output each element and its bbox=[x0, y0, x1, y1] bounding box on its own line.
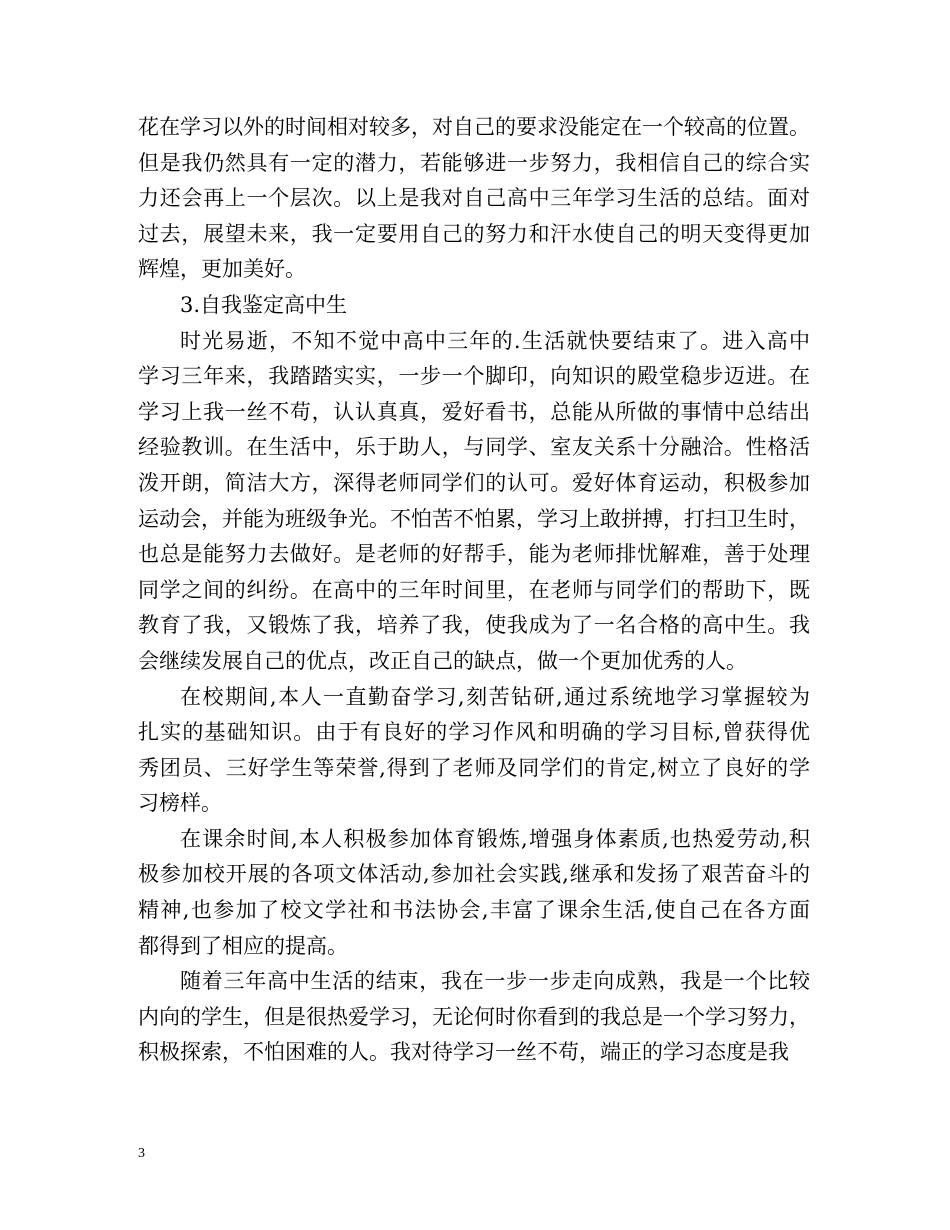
text-line: 精神,也参加了校文学社和书法协会,丰富了课余生活,使自己在各方面 bbox=[138, 898, 810, 923]
text-line: 3.自我鉴定高中生 bbox=[180, 292, 348, 317]
text-line: 扎实的基础知识。由于有良好的学习作风和明确的学习目标,曾获得优 bbox=[138, 720, 810, 745]
paragraph bbox=[138, 288, 810, 324]
text-line: 运动会，并能为班级争光。不怕苦不怕累，学习上敢拼搏，打扫卫生时， bbox=[138, 506, 810, 531]
paragraph bbox=[138, 110, 810, 288]
text-line: 辉煌，更加美好。 bbox=[138, 257, 306, 282]
paragraph bbox=[138, 964, 810, 1071]
paragraph bbox=[138, 324, 810, 680]
text-line: 力还会再上一个层次。以上是我对自己高中三年学习生活的总结。面对 bbox=[138, 186, 810, 211]
text-line: 习榜样。 bbox=[138, 791, 222, 816]
text-line: 学习上我一丝不苟，认认真真，爱好看书，总能从所做的事情中总结出 bbox=[138, 399, 810, 424]
text-line: 随着三年高中生活的结束，我在一步一步走向成熟，我是一个比较 bbox=[180, 969, 810, 994]
text-line: 泼开朗，简洁大方，深得老师同学们的认可。爱好体育运动，积极参加 bbox=[138, 470, 810, 495]
page-number: 3 bbox=[138, 1146, 145, 1161]
text-line: 在课余时间,本人积极参加体育锻炼,增强身体素质,也热爱劳动,积 bbox=[180, 826, 810, 851]
text-line: 极参加校开展的各项文体活动,参加社会实践,继承和发扬了艰苦奋斗的 bbox=[138, 862, 810, 887]
text-line: 时光易逝，不知不觉中高中三年的.生活就快要结束了。进入高中 bbox=[180, 328, 810, 353]
text-line: 在校期间,本人一直勤奋学习,刻苦钻研,通过系统地学习掌握较为 bbox=[180, 684, 810, 709]
text-line: 秀团员、三好学生等荣誉,得到了老师及同学们的肯定,树立了良好的学 bbox=[138, 755, 810, 780]
text-line: 经验教训。在生活中，乐于助人，与同学、室友关系十分融洽。性格活 bbox=[138, 435, 810, 460]
text-line: 都得到了相应的提高。 bbox=[138, 933, 348, 958]
text-line: 学习三年来，我踏踏实实，一步一个脚印，向知识的殿堂稳步迈进。在 bbox=[138, 364, 810, 389]
text-line: 积极探索，不怕困难的人。我对待学习一丝不苟，端正的学习态度是我 bbox=[138, 1040, 789, 1065]
text-line: 教育了我，又锻炼了我，培养了我，使我成为了一名合格的高中生。我 bbox=[138, 613, 810, 638]
text-line: 过去，展望未来，我一定要用自己的努力和汗水使自己的明天变得更加 bbox=[138, 221, 810, 246]
text-line: 会继续发展自己的优点，改正自己的缺点，做一个更加优秀的人。 bbox=[138, 648, 747, 673]
paragraph bbox=[138, 822, 810, 964]
text-line: 内向的学生，但是很热爱学习，无论何时你看到的我总是一个学习努力， bbox=[138, 1004, 810, 1029]
text-line: 同学之间的纠纷。在高中的三年时间里，在老师与同学们的帮助下，既 bbox=[138, 577, 810, 602]
paragraph bbox=[138, 680, 810, 822]
document-body bbox=[138, 110, 810, 1071]
text-line: 花在学习以外的时间相对较多，对自己的要求没能定在一个较高的位置。 bbox=[138, 115, 810, 139]
text-line: 但是我仍然具有一定的潜力，若能够进一步努力，我相信自己的综合实 bbox=[138, 150, 810, 175]
text-line: 也总是能努力去做好。是老师的好帮手，能为老师排忧解难，善于处理 bbox=[138, 542, 810, 567]
